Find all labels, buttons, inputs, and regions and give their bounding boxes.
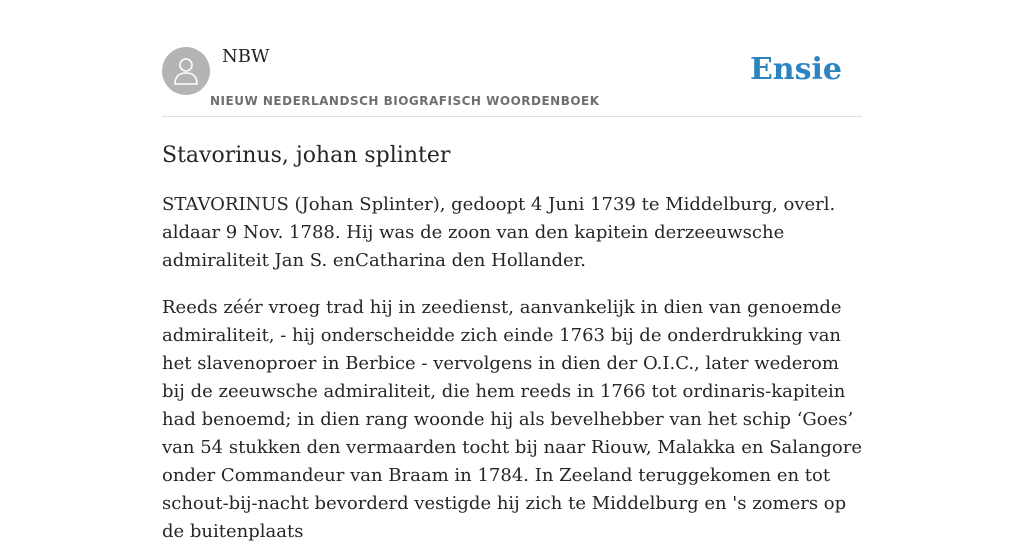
- page-title: Stavorinus, johan splinter: [162, 143, 451, 168]
- source-header: [162, 0, 862, 117]
- user-icon: [172, 56, 200, 86]
- source-name[interactable]: NBW: [222, 46, 270, 67]
- source-full-name: NIEUW NEDERLANDSCH BIOGRAFISCH WOORDENBOEK: [210, 94, 600, 108]
- article-paragraph: Reeds zéér vroeg trad hij in zeedienst, aanvankelijk in dien van genoemde admiraliteit, - hij onderscheidde zich einde 1763 bij de onderdrukking van het slavenoproer in Berbice - vervolgens in dien der O.I.C., later wederom bij de zeeuwsche admiraliteit, die hem reeds in 1766 tot ordinaris-kapitein had benoemd; in dien rang woonde hij als bevelhebber van het schip ‘Goes’ van 54 stukken den vermaarden tocht bij naar Riouw, Malakka en Salangore onder Commandeur van Braam in 1784. In Zeeland teruggekomen en tot schout-bij-nacht bevorderd vestigde hij zich te Middelburg en 's zomers op de buitenplaats: [162, 297, 862, 542]
- source-avatar[interactable]: [162, 47, 210, 95]
- ensie-logo[interactable]: Ensie: [749, 52, 842, 87]
- page-content: [162, 0, 862, 546]
- article-paragraph: STAVORINUS (Johan Splinter), gedoopt 4 Juni 1739 te Middelburg, overl. aldaar 9 Nov. 1788. Hij was de zoon van den kapitein derzeeuwsche admiraliteit Jan S. enCatharina den Hollander.: [162, 194, 836, 271]
